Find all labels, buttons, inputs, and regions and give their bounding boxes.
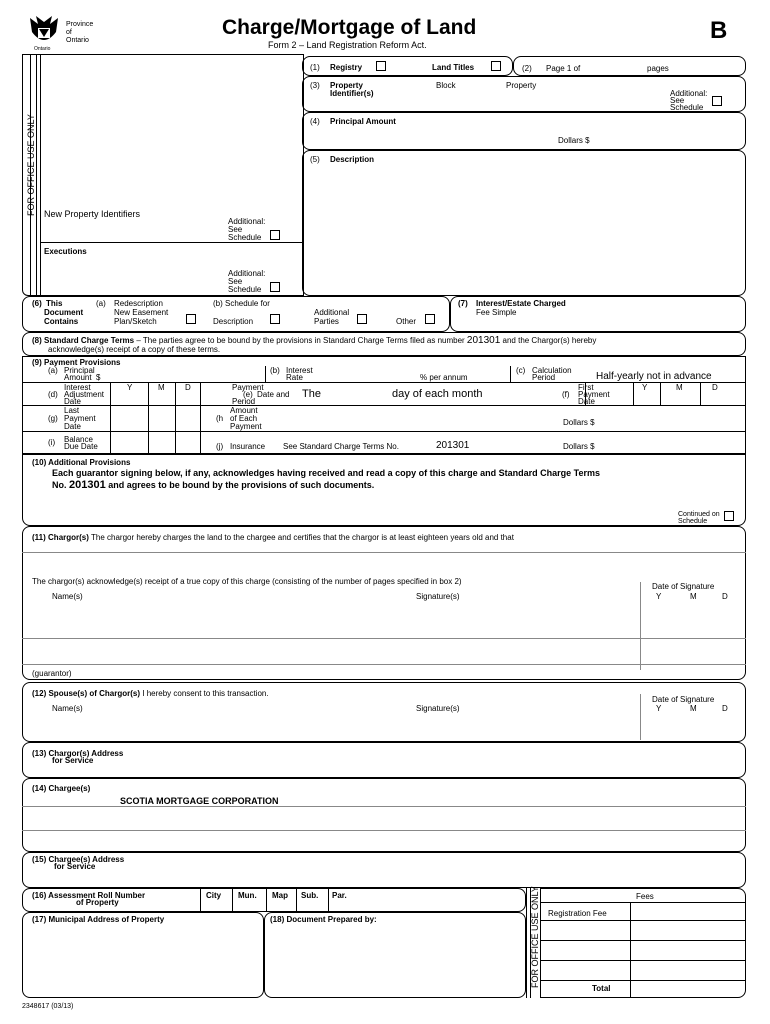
continued-schedule-checkbox[interactable] <box>724 511 734 521</box>
box-13-label-2: for Service <box>52 756 94 765</box>
box-15-label-2: for Service <box>54 862 96 871</box>
new-id-schedule-checkbox[interactable] <box>270 230 280 240</box>
amount-2: of Each <box>230 414 258 423</box>
insurance-label: Insurance <box>230 442 266 451</box>
sub-label: Sub. <box>301 891 319 900</box>
box-9-g: (g) <box>48 414 58 423</box>
total-label: Total <box>592 984 611 993</box>
dollars-label: Dollars $ <box>558 136 590 145</box>
box-3-label-1: Property <box>330 81 363 90</box>
box-7-label: Interest/Estate Charged <box>476 299 566 308</box>
day-label: D <box>722 592 728 601</box>
description-label: Description <box>213 317 254 326</box>
office-use-label-left: FOR OFFICE USE ONLY <box>26 114 36 216</box>
std-terms-label: See Standard Charge Terms No. <box>283 442 399 451</box>
box-9-i: (i) <box>48 438 56 447</box>
interest-adj-3: Date <box>64 397 81 406</box>
box-17-municipal-address <box>22 912 264 998</box>
redescription-label: Redescription <box>114 299 163 308</box>
box-13-chargor-address <box>22 742 746 778</box>
box-6-contains: Contains <box>44 317 79 326</box>
box-14-label: (14) Chargee(s) <box>32 784 91 793</box>
box-3-label-2: Identifier(s) <box>330 89 374 98</box>
schedule-label: Schedule <box>228 285 262 294</box>
payment-3: Period <box>232 397 256 406</box>
province-text: Province <box>66 21 94 28</box>
redescription-checkbox[interactable] <box>186 314 196 324</box>
land-titles-checkbox[interactable] <box>491 61 501 71</box>
executions-schedule-checkbox[interactable] <box>270 282 280 292</box>
see-label: See <box>228 225 243 234</box>
rate-label: Rate <box>286 373 303 382</box>
box-1-label: Registry <box>330 63 363 72</box>
form-number: 2348617 (03/13) <box>22 1003 74 1010</box>
box-15-chargee-address <box>22 852 746 888</box>
box-5-label: Description <box>330 155 375 164</box>
ontario-text: Ontario <box>66 37 89 44</box>
month-label: M <box>676 383 683 392</box>
interest-adj-2: Adjustment <box>64 390 105 399</box>
box-6-document: Document <box>44 308 84 317</box>
other-checkbox[interactable] <box>425 314 435 324</box>
box-8-line-2: acknowledge(s) receipt of a copy of these terms. <box>48 345 221 354</box>
dollars-label: Dollars $ <box>563 418 595 427</box>
box-6-number: (6) <box>32 299 42 308</box>
box-6-a: (a) <box>96 299 106 308</box>
schedule-label: Schedule <box>228 233 262 242</box>
box-4-label: Principal Amount <box>330 117 396 126</box>
additional-label: Additional <box>314 308 350 317</box>
parties-label: Parties <box>314 317 339 326</box>
guarantor-label: (guarantor) <box>32 669 72 678</box>
box-16-label-2: of Property <box>76 898 119 907</box>
pages-label: pages <box>647 64 669 73</box>
fees-table <box>540 888 746 998</box>
box-9-j: (j) <box>216 442 224 451</box>
additional-label: Additional: <box>228 269 266 278</box>
month-label: M <box>690 592 697 601</box>
land-titles-label: Land Titles <box>432 63 475 72</box>
year-label: Y <box>656 704 662 713</box>
plan-sketch-label: Plan/Sketch <box>114 317 157 326</box>
interest-label: Interest <box>286 366 313 375</box>
signatures-label: Signature(s) <box>416 592 460 601</box>
signatures-label: Signature(s) <box>416 704 460 713</box>
last-2: Payment <box>64 414 96 423</box>
day-label: D <box>722 704 728 713</box>
schedule-description-checkbox[interactable] <box>270 314 280 324</box>
payment-date-and-label: Date and <box>257 390 290 399</box>
amount-1: Amount <box>230 406 258 415</box>
form-letter: B <box>710 17 728 44</box>
day-of-each-month-label: day of each month <box>392 388 483 400</box>
year-label: Y <box>656 592 662 601</box>
names-label: Name(s) <box>52 592 83 601</box>
box-7-number: (7) <box>458 299 468 308</box>
date-of-signature-label: Date of Signature <box>652 582 715 591</box>
balance-1: Balance <box>64 435 93 444</box>
principal-label: Principal <box>64 366 95 375</box>
of-text: of <box>66 29 72 36</box>
calculation-period-value: Half-yearly not in advance <box>596 371 712 382</box>
executions-label: Executions <box>44 247 87 256</box>
year-label: Y <box>642 383 648 392</box>
box-8-line: (8) Standard Charge Terms – The parties agree to be bound by the provisions in Standard Charge Terms filed as number 201301 and the Chargor(s) hereby <box>32 335 597 346</box>
box-1-number: (1) <box>310 63 320 72</box>
page-subtitle: Form 2 – Land Registration Reform Act. <box>268 40 427 50</box>
box-9-a: (a) <box>48 366 58 375</box>
first-3: Date <box>578 397 595 406</box>
amount-label: Amount $ <box>64 373 101 382</box>
mun-label: Mun. <box>238 891 257 900</box>
box-2-label: Page 1 of <box>546 64 581 73</box>
box-3-schedule-checkbox[interactable] <box>712 96 722 106</box>
balance-2: Due Date <box>64 442 98 451</box>
the-label: The <box>302 388 321 400</box>
box-4-number: (4) <box>310 117 320 126</box>
continued-on-label: Continued on <box>678 511 720 518</box>
payment-1: Payment <box>232 383 264 392</box>
box-7-value: Fee Simple <box>476 308 517 317</box>
date-of-signature-label: Date of Signature <box>652 695 715 704</box>
registration-fee-label: Registration Fee <box>548 909 607 918</box>
box-9-f: (f) <box>562 390 570 399</box>
guarantor-clause-1: Each guarantor signing below, if any, acknowledges having received and read a copy of this charge and Standard Charge Terms <box>52 468 600 478</box>
amount-3: Payment <box>230 422 262 431</box>
std-terms-number: 201301 <box>436 440 470 451</box>
box-11-header: (11) Chargor(s) The chargor hereby charges the land to the chargee and certifies that the chargor is at least eighteen years old and that <box>32 533 514 542</box>
box-9-header: (9) Payment Provisions <box>32 358 121 367</box>
additional-label: Additional: <box>228 217 266 226</box>
see-label: See <box>228 277 243 286</box>
chargee-name: SCOTIA MORTGAGE CORPORATION <box>120 796 279 806</box>
box-12-header: (12) Spouse(s) of Chargor(s) I hereby consent to this transaction. <box>32 689 269 698</box>
box-3-number: (3) <box>310 81 320 90</box>
last-3: Date <box>64 422 81 431</box>
box-9-d: (d) <box>48 390 58 399</box>
logo-caption: Ontario <box>34 46 51 52</box>
schedule-label: Schedule <box>678 518 708 525</box>
box-17-label: (17) Municipal Address of Property <box>32 915 165 924</box>
additional-label: Additional: <box>670 89 708 98</box>
last-1: Last <box>64 406 80 415</box>
month-label: M <box>690 704 697 713</box>
new-easement-label: New Easement <box>114 308 169 317</box>
per-annum-label: % per annum <box>420 373 468 382</box>
box-18-document-prepared-by <box>264 912 526 998</box>
first-1: First <box>578 383 594 392</box>
box-5-description <box>302 150 746 296</box>
schedule-label: Schedule <box>670 103 704 112</box>
day-label: D <box>712 383 718 392</box>
box-15-label: (15) Chargee(s) Address <box>32 855 125 864</box>
additional-parties-checkbox[interactable] <box>357 314 367 324</box>
box-16-label: (16) Assessment Roll Number <box>32 891 146 900</box>
month-label: M <box>158 383 165 392</box>
par-label: Par. <box>332 891 347 900</box>
page-title: Charge/Mortgage of Land <box>222 16 477 39</box>
period-label: Period <box>532 373 556 382</box>
box-14-chargees <box>22 778 746 852</box>
fees-title: Fees <box>636 892 654 901</box>
year-label: Y <box>127 383 133 392</box>
box-5-number: (5) <box>310 155 320 164</box>
map-label: Map <box>272 891 288 900</box>
box-13-label: (13) Chargor(s) Address <box>32 749 124 758</box>
box-18-label: (18) Document Prepared by: <box>270 915 377 924</box>
new-property-identifiers-label: New Property Identifiers <box>44 209 141 219</box>
box-6-this: This <box>46 299 63 308</box>
first-2: Payment <box>578 390 610 399</box>
city-label: City <box>206 891 222 900</box>
names-label: Name(s) <box>52 704 83 713</box>
box-10-additional-provisions <box>22 454 746 526</box>
day-label: D <box>185 383 191 392</box>
box-9-h: (h <box>216 414 224 423</box>
box-11-chargors <box>22 526 746 680</box>
see-label: See <box>670 96 685 105</box>
chargor-acknowledgement: The chargor(s) acknowledge(s) receipt of a true copy of this charge (consisting of the number of pages specified in box 2) <box>32 577 462 586</box>
box-9-e: (e) <box>243 390 253 399</box>
left-block <box>22 54 304 296</box>
interest-adj-1: Interest <box>64 383 91 392</box>
box-10-header: (10) Additional Provisions <box>32 458 131 467</box>
box-9-c: (c) <box>516 366 526 375</box>
dollars-label: Dollars $ <box>563 442 595 451</box>
other-label: Other <box>396 317 417 326</box>
box-2-number: (2) <box>522 64 532 73</box>
block-label: Block <box>436 81 456 90</box>
office-use-label-fees: FOR OFFICE USE ONLY <box>530 886 540 988</box>
box-9-b: (b) <box>270 366 280 375</box>
guarantor-clause-2: No. 201301 and agrees to be bound by the provisions of such documents. <box>52 479 375 491</box>
schedule-for-label: (b) Schedule for <box>213 299 270 308</box>
registry-checkbox[interactable] <box>376 61 386 71</box>
property-label: Property <box>506 81 537 90</box>
calculation-label: Calculation <box>532 366 572 375</box>
